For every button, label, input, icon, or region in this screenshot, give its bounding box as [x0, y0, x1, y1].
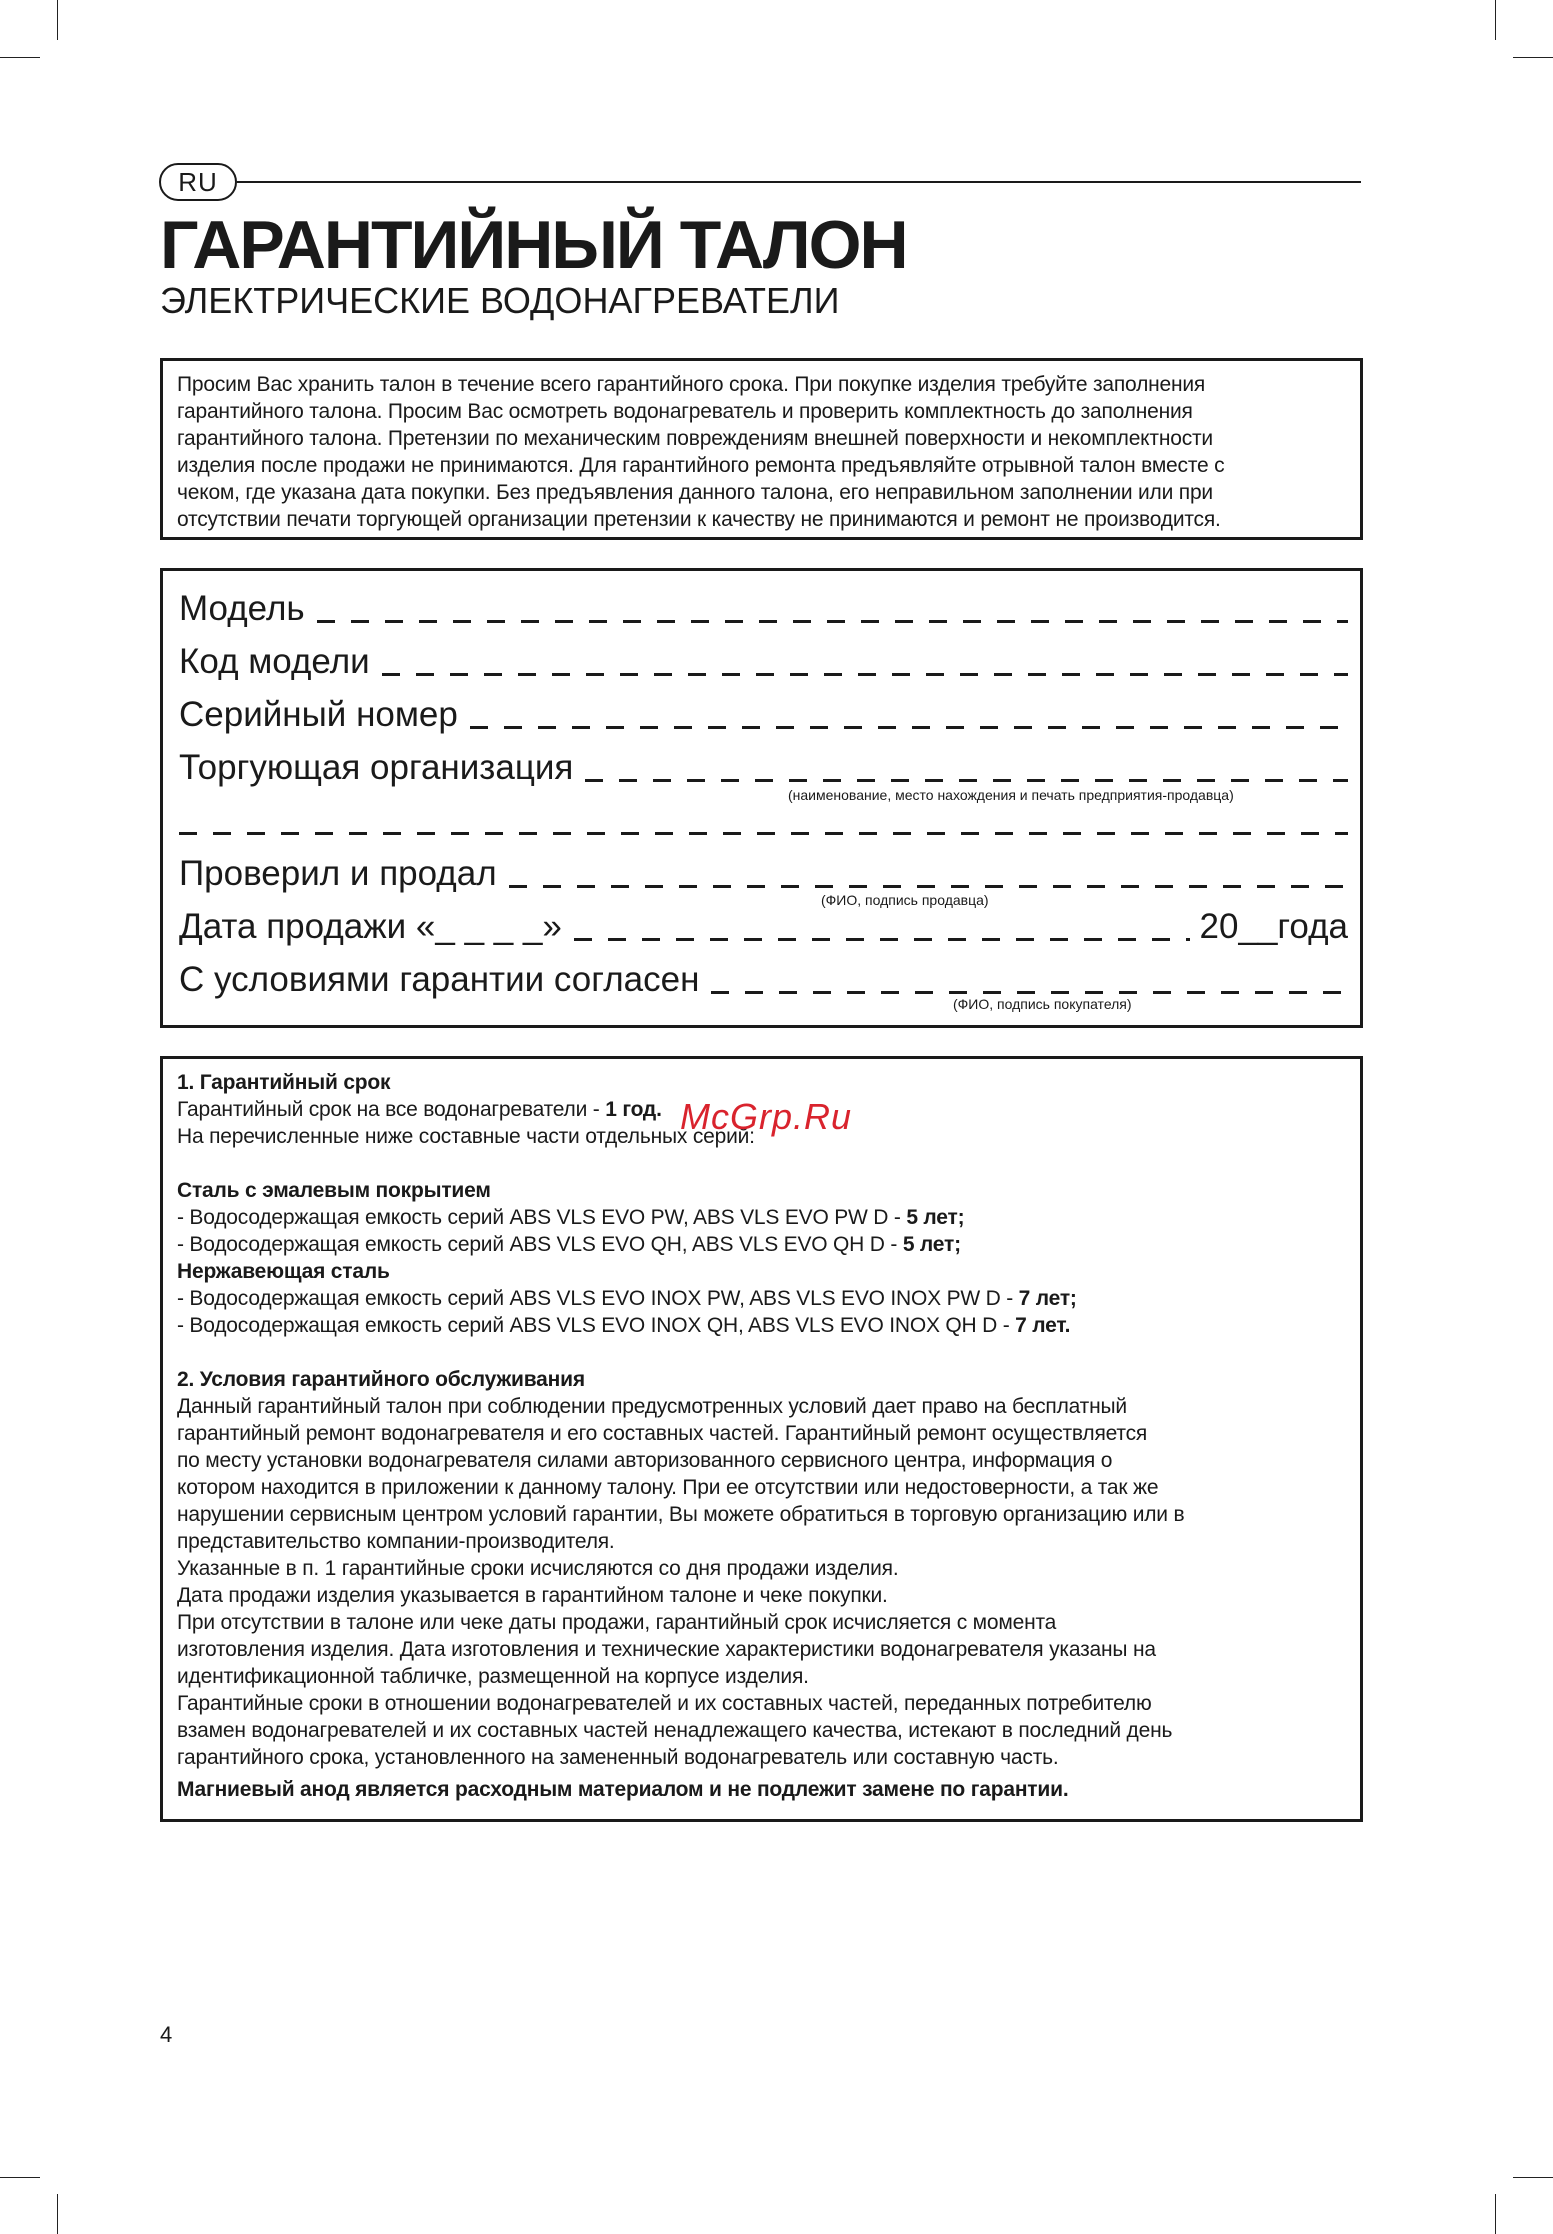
terms-line: При отсутствии в талоне или чеке даты продажи, гарантийный срок исчисляется с момента	[177, 1611, 1057, 1634]
serial-row	[179, 687, 1348, 737]
terms-line: нарушении сервисным центром условий гарантии, Вы можете обратиться в торговую организацию или в	[177, 1503, 1185, 1526]
notice-line: Просим Вас хранить талон в течение всего гарантийного срока. При покупке изделия требуйте заполнения	[177, 373, 1206, 396]
dealer-row-continued	[179, 793, 1348, 843]
crop-mark	[57, 2194, 58, 2234]
inox-item	[177, 1285, 1346, 1312]
terms-line: изготовления изделия. Дата изготовления и технические характеристики водонагревателя указаны на	[177, 1638, 1156, 1661]
dealer-row	[179, 740, 1348, 790]
notice-line: гарантийного талона. Претензии по механическим повреждениям внешней поверхности и некомплектности	[177, 427, 1213, 450]
serial-field[interactable]	[470, 726, 1348, 729]
enamel-item	[177, 1231, 1346, 1258]
sale-date-row	[179, 899, 1348, 949]
watermark: McGrp.Ru	[680, 1096, 853, 1137]
serial-label: Серийный номер	[179, 695, 458, 734]
terms-line: гарантийного срока, установленного на замененный водонагреватель или составную часть.	[177, 1746, 1059, 1769]
warranty-period-value: 1 год.	[605, 1098, 662, 1121]
model-row	[179, 581, 1348, 631]
stainless-steel-title: Нержавеющая сталь	[177, 1260, 390, 1283]
inox-item	[177, 1312, 1346, 1339]
inox-item-period: 7 лет.	[1015, 1314, 1071, 1337]
language-badge: RU	[159, 163, 237, 201]
enamel-item	[177, 1204, 1346, 1231]
terms-line: представительство компании-производителя.	[177, 1530, 615, 1553]
model-code-row	[179, 634, 1348, 684]
crop-mark	[1495, 2194, 1496, 2234]
page-number: 4	[160, 2022, 173, 2047]
terms-line: Гарантийные сроки в отношении водонагревателей и их составных частей, переданных потребителю	[177, 1692, 1152, 1715]
terms-line: идентификационной табличке, размещенной на корпусе изделия.	[177, 1665, 809, 1688]
terms-box	[160, 1056, 1363, 1822]
warranty-form	[160, 568, 1363, 1028]
inox-item-period: 7 лет;	[1018, 1287, 1077, 1310]
model-label: Модель	[179, 589, 305, 628]
agree-row	[179, 952, 1348, 1002]
model-code-field[interactable]	[382, 673, 1348, 676]
section-1-title: 1. Гарантийный срок	[177, 1071, 391, 1094]
enamel-item-text: - Водосодержащая емкость серий ABS VLS EVO QH, ABS VLS EVO QH D -	[177, 1233, 903, 1256]
notice-line: гарантийного талона. Просим Вас осмотреть водонагреватель и проверить комплектность до заполнения	[177, 400, 1193, 423]
components-intro: На перечисленные ниже составные части отдельных серий:	[177, 1125, 755, 1148]
dealer-field[interactable]	[585, 779, 1348, 782]
section-2-title: 2. Условия гарантийного обслуживания	[177, 1368, 585, 1391]
inox-item-text: - Водосодержащая емкость серий ABS VLS EVO INOX PW, ABS VLS EVO INOX PW D -	[177, 1287, 1019, 1310]
terms-line: Указанные в п. 1 гарантийные сроки исчисляются со дня продажи изделия.	[177, 1557, 899, 1580]
seller-field[interactable]	[509, 885, 1348, 888]
terms-line: по месту установки водонагревателя силами авторизованного сервисного центра, информация о	[177, 1449, 1113, 1472]
terms-line: Данный гарантийный талон при соблюдении предусмотренных условий дает право на бесплатный	[177, 1395, 1127, 1418]
buyer-hint: (ФИО, подпись покупателя)	[953, 996, 1132, 1012]
dealer-field-continued[interactable]	[179, 832, 1348, 835]
page-subtitle: ЭЛЕКТРИЧЕСКИЕ ВОДОНАГРЕВАТЕЛИ	[160, 280, 840, 321]
sale-date-field[interactable]	[574, 938, 1190, 941]
agree-label: С условиями гарантии согласен	[179, 960, 700, 999]
checked-sold-row	[179, 846, 1348, 896]
crop-mark	[0, 57, 40, 58]
sale-date-year: 20__года	[1199, 907, 1348, 946]
terms-line: котором находится в приложении к данному талону. При ее отсутствии или недостоверности, а так же	[177, 1476, 1159, 1499]
anode-note: Магниевый анод является расходным материалом и не подлежит замене по гарантии.	[177, 1778, 1069, 1801]
crop-mark	[1495, 0, 1496, 40]
notice-line: отсутствии печати торгующей организации претензии к качеству не принимаются и ремонт не производится.	[177, 508, 1221, 531]
enamel-item-period: 5 лет;	[902, 1233, 961, 1256]
terms-line: взамен водонагревателей и их составных частей ненадлежащего качества, истекают в последний день	[177, 1719, 1173, 1742]
warranty-period-text: Гарантийный срок на все водонагреватели -	[177, 1098, 606, 1121]
page-title: ГАРАНТИЙНЫЙ ТАЛОН	[160, 207, 907, 283]
buyer-field[interactable]	[711, 991, 1348, 994]
sale-date-label: Дата продажи «_ _ _ _»	[179, 907, 562, 946]
crop-mark	[1513, 57, 1553, 58]
model-code-label: Код модели	[179, 642, 370, 681]
notice-box	[160, 358, 1363, 540]
crop-mark	[1513, 2177, 1553, 2178]
seller-hint: (ФИО, подпись продавца)	[821, 892, 989, 908]
crop-mark	[0, 2177, 40, 2178]
checked-sold-label: Проверил и продал	[179, 854, 497, 893]
enamel-steel-title: Сталь с эмалевым покрытием	[177, 1179, 491, 1202]
notice-line: изделия после продажи не принимаются. Для гарантийного ремонта предъявляйте отрывной талон вместе с	[177, 454, 1225, 477]
inox-item-text: - Водосодержащая емкость серий ABS VLS EVO INOX QH, ABS VLS EVO INOX QH D -	[177, 1314, 1016, 1337]
terms-line: гарантийный ремонт водонагревателя и его составных частей. Гарантийный ремонт осуществляется	[177, 1422, 1148, 1445]
header-rule	[237, 181, 1361, 183]
dealer-hint: (наименование, место нахождения и печать предприятия-продавца)	[788, 787, 1234, 803]
enamel-item-period: 5 лет;	[906, 1206, 965, 1229]
enamel-item-text: - Водосодержащая емкость серий ABS VLS EVO PW, ABS VLS EVO PW D -	[177, 1206, 907, 1229]
terms-line: Дата продажи изделия указывается в гарантийном талоне и чеке покупки.	[177, 1584, 888, 1607]
crop-mark	[57, 0, 58, 40]
dealer-label: Торгующая организация	[179, 748, 574, 787]
notice-line: чеком, где указана дата покупки. Без предъявления данного талона, его неправильном заполнении или при	[177, 481, 1213, 504]
model-field[interactable]	[317, 620, 1348, 623]
